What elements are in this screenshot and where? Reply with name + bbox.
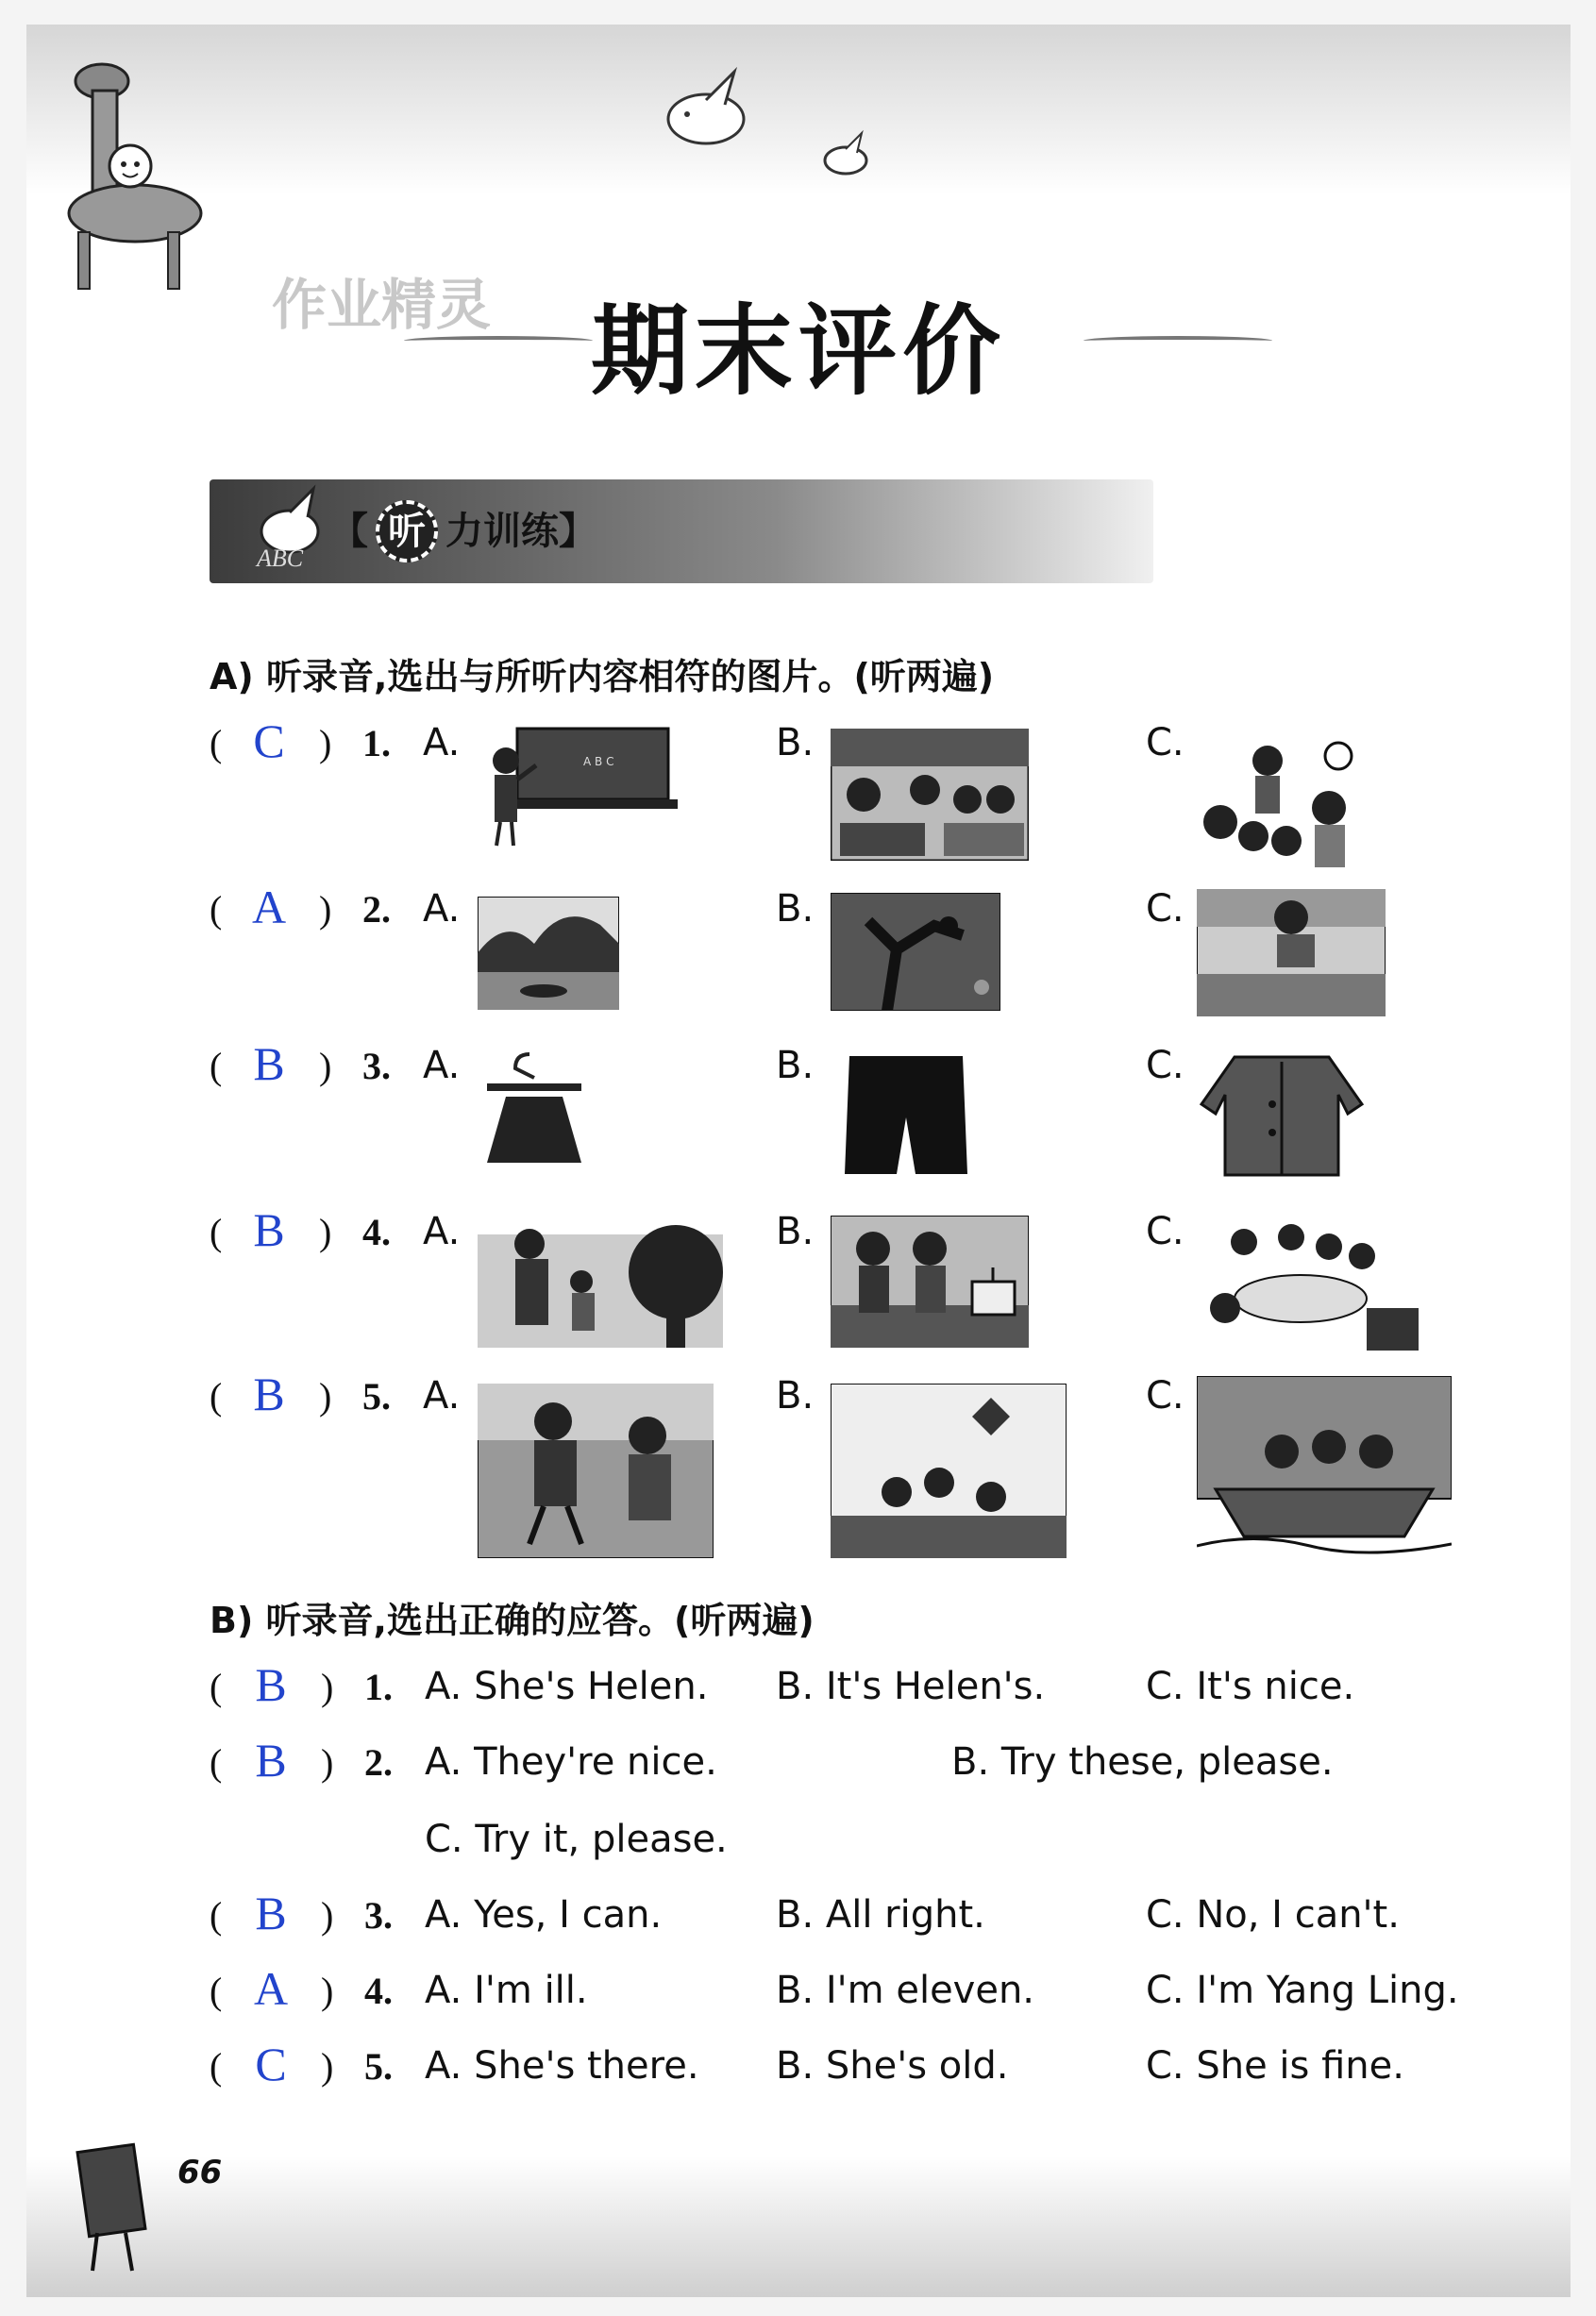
answer-mark: B bbox=[253, 1037, 285, 1090]
option-a-label: A. bbox=[423, 1044, 461, 1087]
answer-mark: A bbox=[251, 881, 287, 933]
option-a-text: A. She's Helen. bbox=[425, 1665, 709, 1708]
answer-mark: B bbox=[253, 1368, 285, 1420]
option-b-text: B. I'm eleven. bbox=[776, 1969, 1035, 2012]
question-number: 4. bbox=[362, 1211, 391, 1253]
coat-image bbox=[1197, 1048, 1367, 1180]
paren-close: ) bbox=[321, 1894, 334, 1937]
option-b-text: B. She's old. bbox=[776, 2044, 1009, 2088]
question-number: 3. bbox=[364, 1894, 393, 1937]
option-a-label: A. bbox=[423, 1210, 461, 1253]
question-number: 2. bbox=[364, 1741, 393, 1784]
man-and-boy-park-image bbox=[478, 1216, 723, 1348]
question-number: 1. bbox=[364, 1666, 393, 1708]
option-b-label: B. bbox=[776, 1374, 815, 1418]
answer-mark: B bbox=[255, 1658, 287, 1711]
paren-open: ( bbox=[210, 1666, 223, 1708]
option-c-text: C. Try it, please. bbox=[425, 1818, 728, 1861]
question-number: 5. bbox=[362, 1375, 391, 1418]
option-c-text: C. No, I can't. bbox=[1146, 1893, 1400, 1937]
paren-open: ( bbox=[210, 1211, 223, 1253]
option-a-text: A. Yes, I can. bbox=[425, 1893, 663, 1937]
children-running-image bbox=[478, 1384, 714, 1558]
option-b-text: B. All right. bbox=[776, 1893, 985, 1937]
option-c-text: C. She is fine. bbox=[1146, 2044, 1404, 2088]
option-b-text: B. Try these, please. bbox=[951, 1740, 1334, 1784]
paren-open: ( bbox=[210, 1970, 223, 2012]
bird-icon bbox=[247, 479, 332, 574]
section-a-heading: A) 听录音,选出与所听内容相符的图片。(听两遍) bbox=[210, 656, 995, 697]
workbook-page bbox=[26, 25, 1571, 2297]
bird-icon bbox=[649, 62, 781, 166]
paren-close: ) bbox=[319, 888, 332, 931]
book-character-icon bbox=[64, 2139, 168, 2280]
option-b-label: B. bbox=[776, 1210, 815, 1253]
svg-text:ABC: ABC bbox=[257, 545, 304, 572]
paren-open: ( bbox=[210, 888, 223, 931]
option-a-label: A. bbox=[423, 887, 461, 931]
hills-and-river-image bbox=[478, 897, 619, 1010]
option-b-label: B. bbox=[776, 1044, 815, 1087]
paren-open: ( bbox=[210, 2045, 223, 2088]
top-decorative-band bbox=[26, 25, 1571, 194]
picnic-group-image bbox=[1197, 1214, 1423, 1355]
answer-mark: A bbox=[253, 1962, 289, 2015]
blackboard-text: A B C bbox=[583, 755, 614, 768]
answer-mark: C bbox=[253, 714, 285, 767]
paren-close: ) bbox=[321, 2045, 334, 2088]
girl-at-blackboard-image bbox=[479, 723, 678, 850]
option-c-label: C. bbox=[1146, 887, 1184, 931]
flying-kite-image bbox=[831, 1384, 1067, 1558]
paren-close: ) bbox=[319, 722, 332, 764]
question-number: 1. bbox=[362, 722, 391, 764]
option-c-label: C. bbox=[1146, 1044, 1184, 1087]
option-b-text: B. It's Helen's. bbox=[776, 1665, 1046, 1708]
answer-mark: B bbox=[255, 1734, 287, 1787]
option-c-text: C. I'm Yang Ling. bbox=[1146, 1969, 1459, 2012]
option-b-label: B. bbox=[776, 721, 815, 764]
question-number: 3. bbox=[362, 1045, 391, 1087]
banner-label: 【 听 力训练】 bbox=[330, 500, 596, 562]
shorts-image bbox=[840, 1051, 972, 1183]
children-playing-ball-image bbox=[1197, 732, 1386, 869]
small-bird-icon bbox=[810, 128, 885, 185]
paren-close: ) bbox=[321, 1970, 334, 2012]
paren-close: ) bbox=[321, 1741, 334, 1784]
paren-open: ( bbox=[210, 1045, 223, 1087]
option-a-text: A. They're nice. bbox=[425, 1740, 717, 1784]
answer-mark: B bbox=[253, 1203, 285, 1256]
question-number: 4. bbox=[364, 1970, 393, 2012]
paren-close: ) bbox=[321, 1666, 334, 1708]
answer-mark: B bbox=[255, 1887, 287, 1939]
question-number: 2. bbox=[362, 888, 391, 931]
question-number: 5. bbox=[364, 2045, 393, 2088]
paren-close: ) bbox=[319, 1375, 332, 1418]
section-b-heading: B) 听录音,选出正确的应答。(听两遍) bbox=[210, 1600, 815, 1641]
option-a-text: A. I'm ill. bbox=[425, 1969, 588, 2012]
rowing-boat-image bbox=[1197, 1376, 1452, 1565]
paren-open: ( bbox=[210, 722, 223, 764]
paren-close: ) bbox=[319, 1045, 332, 1087]
option-c-label: C. bbox=[1146, 1374, 1184, 1418]
option-a-label: A. bbox=[423, 721, 461, 764]
birthday-cake-image bbox=[831, 1216, 1029, 1348]
page-title: 期末评价 bbox=[590, 294, 1006, 409]
listening-section-banner bbox=[210, 479, 1153, 583]
paren-close: ) bbox=[319, 1211, 332, 1253]
answer-mark: C bbox=[255, 2038, 287, 2090]
banner-label-text: 力训练 bbox=[445, 510, 559, 553]
listen-circle: 听 bbox=[376, 500, 438, 562]
option-b-label: B. bbox=[776, 887, 815, 931]
option-c-label: C. bbox=[1146, 1210, 1184, 1253]
paren-open: ( bbox=[210, 1375, 223, 1418]
paren-open: ( bbox=[210, 1741, 223, 1784]
boy-on-beach-image bbox=[1197, 889, 1386, 1016]
paren-open: ( bbox=[210, 1894, 223, 1937]
option-a-text: A. She's there. bbox=[425, 2044, 699, 2088]
owl-in-tree-image bbox=[831, 893, 1000, 1011]
option-c-label: C. bbox=[1146, 721, 1184, 764]
bottom-decorative-band bbox=[26, 2156, 1571, 2297]
giraffe-icon bbox=[55, 43, 206, 298]
skirt-on-hanger-image bbox=[478, 1049, 591, 1172]
watermark: 作业精灵 bbox=[272, 273, 492, 337]
option-a-label: A. bbox=[423, 1374, 461, 1418]
page-number: 66 bbox=[177, 2154, 223, 2191]
option-c-text: C. It's nice. bbox=[1146, 1665, 1355, 1708]
classroom-students-image bbox=[831, 729, 1029, 861]
